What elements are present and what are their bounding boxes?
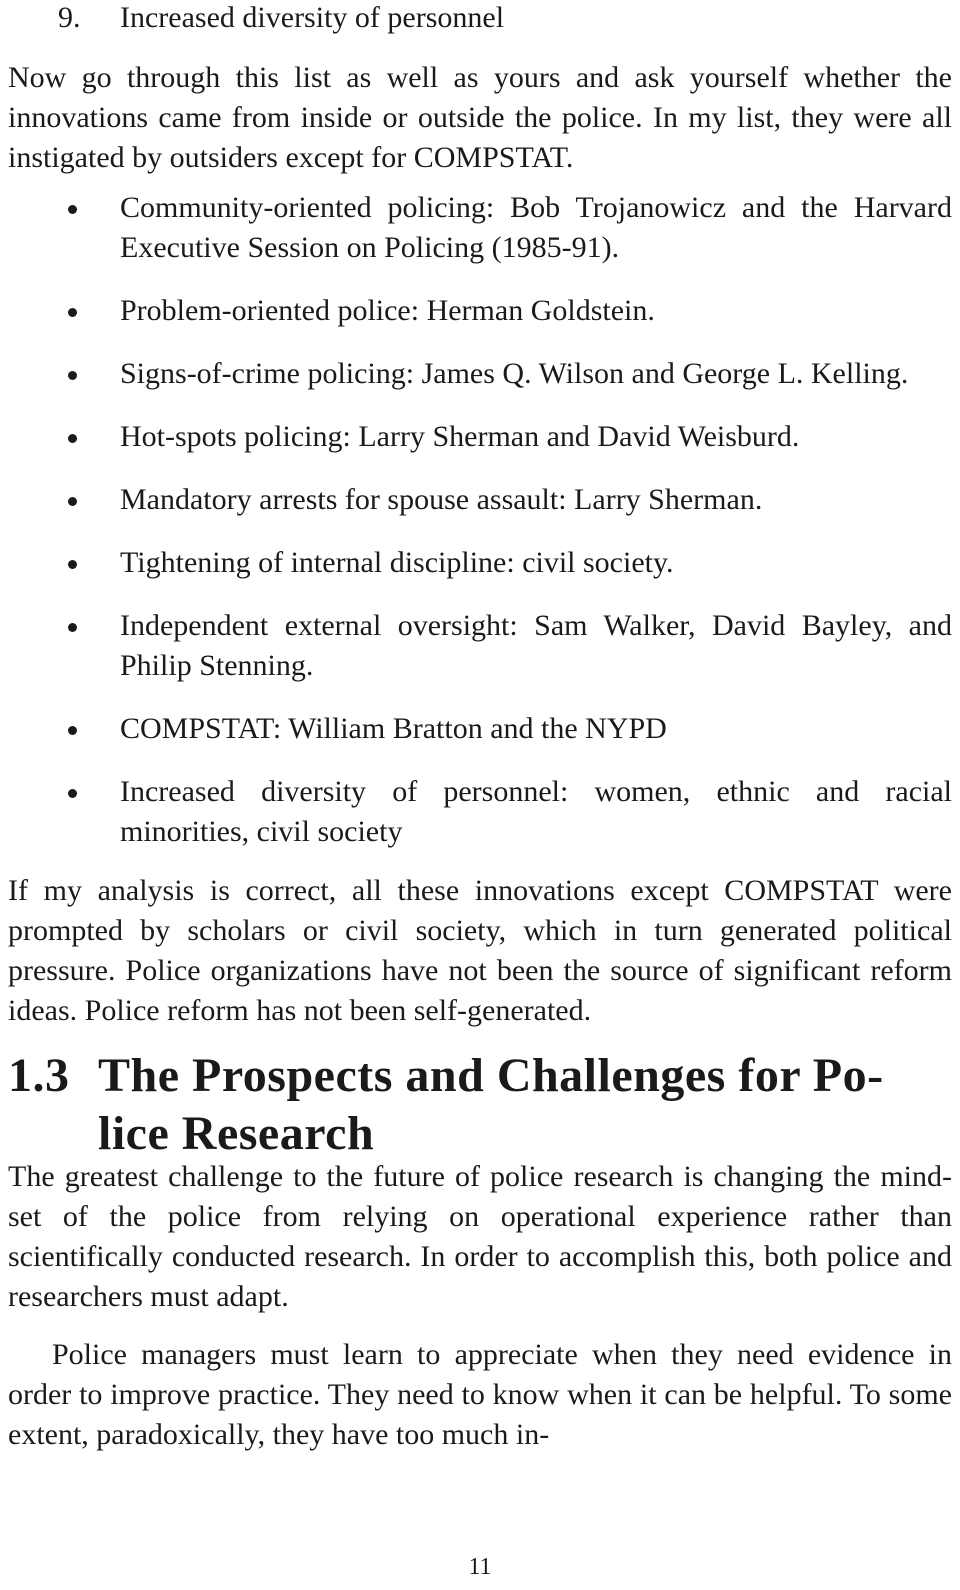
bullet-text: Community-oriented policing: Bob Trojanowicz and the Harvard Executive Session on Policing (1985-91). <box>120 191 952 264</box>
intro-paragraph: Now go through this list as well as yours and ask yourself whether the innovations came from inside or outside the police. In my list, they were all instigated by outsiders except for COMPSTAT. <box>8 61 952 174</box>
bullet-text: COMPSTAT: William Bratton and the NYPD <box>120 712 667 745</box>
bullet-text: Mandatory arrests for spouse assault: Larry Sherman. <box>120 483 763 516</box>
bullet-icon <box>68 205 77 214</box>
bullet-icon <box>68 308 77 317</box>
bullet-item <box>8 354 952 394</box>
bullet-item <box>8 188 952 268</box>
page-number: 11 <box>468 1554 492 1580</box>
bullet-item <box>8 417 952 457</box>
innovations-bullet-list <box>8 188 952 852</box>
bullet-text: Signs-of-crime policing: James Q. Wilson and George L. Kelling. <box>120 357 909 390</box>
bullet-item <box>8 291 952 331</box>
bullet-icon <box>68 726 77 735</box>
document-page <box>8 0 952 1580</box>
bullet-icon <box>68 497 77 506</box>
list-item-number: 9. <box>58 1 81 34</box>
section-heading <box>8 1047 952 1163</box>
bullet-icon <box>68 789 77 798</box>
bullet-text: Tightening of internal discipline: civil society. <box>120 546 674 579</box>
numbered-list-item <box>8 0 952 38</box>
bullet-text: Independent external oversight: Sam Walker, David Bayley, and Philip Stenning. <box>120 609 952 682</box>
bullet-icon <box>68 434 77 443</box>
section-title-line-2: lice Research <box>98 1107 375 1160</box>
bullet-icon <box>68 623 77 632</box>
analysis-paragraph: If my analysis is correct, all these innovations except COMPSTAT were prompted by scholars or civil society, which in turn generated political pressure. Police organizations have not been the source of significant reform ideas. Police reform has not been self-generated. <box>8 874 952 1027</box>
bullet-text: Hot-spots policing: Larry Sherman and David Weisburd. <box>120 420 800 453</box>
section-title-line-1: The Prospects and Challenges for Po- <box>98 1049 884 1102</box>
list-item-text: Increased diversity of personnel <box>120 1 505 34</box>
challenge-paragraph: The greatest challenge to the future of police research is changing the mind-set of the police from relying on operational experience rather than scientifically conducted research. In order to accomplish this, both police and researchers must adapt. <box>8 1160 952 1313</box>
bullet-icon <box>68 560 77 569</box>
bullet-item <box>8 606 952 686</box>
bullet-text: Problem-oriented police: Herman Goldstein. <box>120 294 655 327</box>
bullet-item <box>8 772 952 852</box>
bullet-text: Increased diversity of personnel: women, ethnic and racial minorities, civil society <box>120 775 952 848</box>
bullet-item <box>8 480 952 520</box>
bullet-item <box>8 709 952 749</box>
bullet-item <box>8 543 952 583</box>
bullet-icon <box>68 371 77 380</box>
section-number: 1.3 <box>8 1049 70 1102</box>
managers-paragraph: Police managers must learn to appreciate when they need evidence in order to improve practice. They need to know when it can be helpful. To some extent, paradoxically, they have too much in- <box>8 1338 952 1451</box>
